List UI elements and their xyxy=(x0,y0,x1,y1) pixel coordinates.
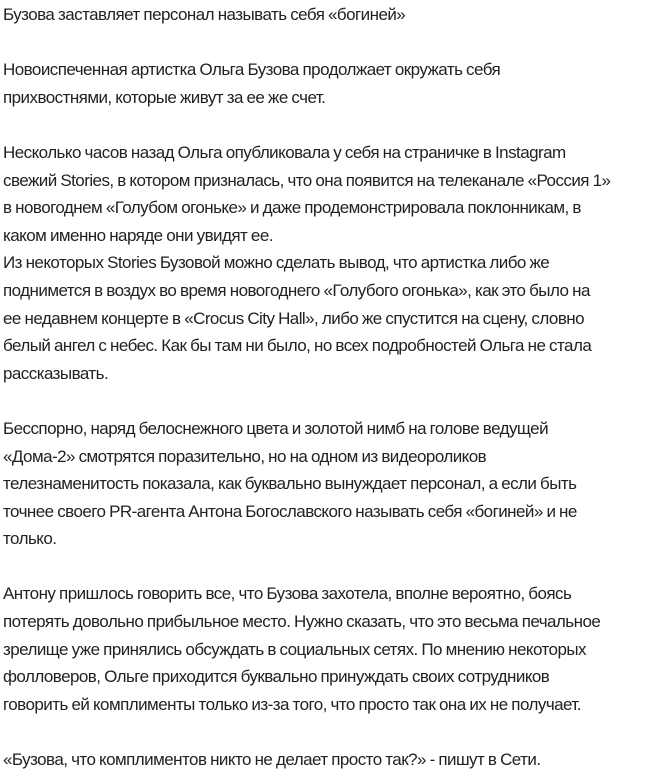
paragraph-quote xyxy=(3,746,670,774)
text-line: фолловеров, Ольге приходится буквально принуждать своих сотрудников xyxy=(3,667,550,687)
paragraph-gap xyxy=(3,29,670,57)
text-line: в новогоднем «Голубом огоньке» и даже продемонстрировала поклонникам, в xyxy=(3,198,581,218)
text-line: Из некоторых Stories Бузовой можно сделать вывод, что артистка либо же xyxy=(3,253,550,273)
text-line: белый ангел с небес. Как бы там ни было, но всех подробностей Ольга не стала xyxy=(3,336,592,356)
paragraph-gap xyxy=(3,111,670,139)
text-line: Несколько часов назад Ольга опубликовала у себя на страничке в Instagram xyxy=(3,142,566,162)
article-title: Бузова заставляет персонал называть себя «богиней» xyxy=(3,5,406,24)
text-line: свежий Stories, в котором призналась, что она появится на телеканале «Россия 1» xyxy=(3,170,611,190)
text-line: Новоиспеченная артистка Ольга Бузова продолжает окружать себя xyxy=(3,60,501,80)
text-line: только. xyxy=(3,529,57,549)
text-line: «Дома-2» смотрятся поразительно, но на одном из видеороликов xyxy=(3,446,487,466)
paragraph-anton xyxy=(3,580,670,718)
paragraph-gap xyxy=(3,553,670,581)
text-line: поднимется в воздух во время новогоднего «Голубого огонька», как это было на xyxy=(3,280,590,300)
text-line: Антону пришлось говорить все, что Бузова захотела, вполне вероятно, боясь xyxy=(3,584,572,604)
paragraph-gap xyxy=(3,718,670,746)
text-line: точнее своего PR-агента Антона Богославского называть себя «богиней» и не xyxy=(3,501,577,521)
text-line: рассказывать. xyxy=(3,363,109,383)
text-line: телезнаменитость показала, как буквально вынуждает персонал, а если быть xyxy=(3,474,577,494)
paragraph-intro xyxy=(3,56,670,111)
text-line: ее недавнем концерте в «Crocus City Hall», либо же спустится на сцену, словно xyxy=(3,308,585,328)
paragraph-instagram-stories xyxy=(3,139,670,387)
text-line: зрелище уже принялись обсуждать в социальных сетях. По мнению некоторых xyxy=(3,639,586,659)
text-line: каком именно наряде они увидят ее. xyxy=(3,225,273,245)
text-line: прихвостнями, которые живут за ее же счет. xyxy=(3,87,326,107)
text-line: Бесспорно, наряд белоснежного цвета и золотой нимб на голове ведущей xyxy=(3,418,549,438)
text-line: говорить ей комплименты только из-за того, что просто так она их не получает. xyxy=(3,694,581,714)
text-line: потерять довольно прибыльное место. Нужно сказать, что это весьма печальное xyxy=(3,612,601,632)
paragraph-gap xyxy=(3,387,670,415)
text-line: «Бузова, что комплиментов никто не делает просто так?» - пишут в Сети. xyxy=(3,750,541,770)
paragraph-outfit xyxy=(3,415,670,553)
